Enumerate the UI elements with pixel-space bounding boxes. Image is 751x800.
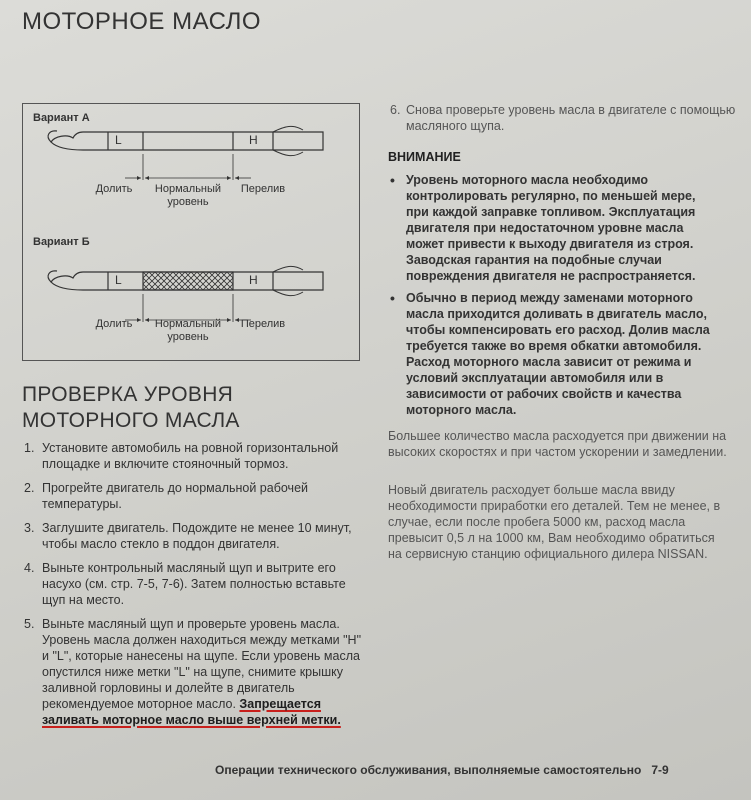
step-number: 1.	[24, 441, 35, 455]
variant-b-add-label: Долить	[95, 318, 133, 330]
paragraph: Новый двигатель расходует больше масла ввиду необходимости приработки его деталей. Тем не менее, в случае, если после пробега 5000 км, расход масла превысит 0,5 л на 1000 км, Вам необходимо обратиться на сервисную станцию официального дилера NISSAN.	[388, 483, 721, 561]
dipstick-diagram	[22, 103, 360, 361]
warning-bullets	[388, 172, 718, 424]
step-number: 5.	[24, 617, 35, 631]
step-item	[22, 480, 362, 512]
step-item	[22, 560, 362, 608]
step-6	[388, 102, 746, 134]
dipstick-a	[48, 126, 323, 180]
step-number: 6.	[390, 103, 401, 117]
page-number: 7-9	[651, 763, 669, 777]
page-header: МОТОРНОЕ МАСЛО	[22, 8, 262, 35]
variant-b-low-mark: L	[115, 273, 122, 287]
variant-b-title: Вариант Б	[33, 236, 90, 248]
variant-b-normal-label: Нормальный уровень	[154, 318, 222, 343]
step-text: Установите автомобиль на ровной горизонтальной площадке и включите стояночный тормоз.	[42, 441, 339, 471]
step-item	[22, 520, 362, 552]
step-number: 2.	[24, 481, 35, 495]
warning-bullet: • Обычно в период между заменами моторного масла приходится доливать в двигатель масло, чтобы компенсировать его расход. Долив масла требуется также во время обкатки автомобиля. Расход моторного масла зависит от режима и условий эксплуатации автомобиля или в зависимости от рабочих свойств и качества моторного масла.	[388, 290, 718, 418]
step-number: 3.	[24, 521, 35, 535]
variant-a-overflow-label: Перелив	[240, 183, 286, 195]
step-text: Выньте контрольный масляный щуп и вытрите его насухо (см. стр. 7-5, 7-6). Затем полностью вставьте щуп на место.	[42, 561, 346, 607]
step-text: Прогрейте двигатель до нормальной рабочей температуры.	[42, 481, 308, 511]
step-item	[22, 440, 362, 472]
variant-a-add-label: Долить	[95, 183, 133, 195]
variant-a-title: Вариант А	[33, 112, 90, 124]
warning-text: Запрещается заливать моторное масло выше верхней метки.	[42, 697, 341, 727]
paragraph: Большее количество масла расходуется при движении на высоких скоростях и при частом ускорении и замедлении.	[388, 429, 727, 459]
variant-a-low-mark: L	[115, 133, 122, 147]
variant-b-high-mark: H	[249, 273, 258, 287]
step-item	[22, 616, 362, 728]
variant-a-normal-label: Нормальный уровень	[154, 183, 222, 208]
variant-a-high-mark: H	[249, 133, 258, 147]
step-text: Заглушите двигатель. Подождите не менее 10 минут, чтобы масло стекло в поддон двигателя.	[42, 521, 352, 551]
warning-bullet: • Уровень моторного масла необходимо контролировать регулярно, по меньшей мере, при каждой заправке топливом. Эксплуатация двигателя при недостаточном уровне масла может привести к выходу двигателя из строя. Заводская гарантия на подобные случаи повреждения двигателя не распространяется.	[388, 172, 718, 284]
step-text: Выньте масляный щуп и проверьте уровень масла. Уровень масла должен находиться между метками "H" и "L", которые нанесены на щупе. Если уровень масла опустился ниже метки "L" на щупе, снимите крышку заливной горловины и долейте в двигатель рекомендуемое моторное масло.	[42, 617, 362, 711]
variant-b-overflow-label: Перелив	[240, 318, 286, 330]
footer-text: Операции технического обслуживания, выполняемые самостоятельно	[215, 763, 642, 777]
warning-heading: ВНИМАНИЕ	[388, 150, 461, 164]
steps-list	[22, 440, 362, 736]
step-text: Снова проверьте уровень масла в двигателе с помощью масляного щупа.	[406, 103, 736, 133]
dipstick-b	[48, 266, 323, 322]
section-title: ПРОВЕРКА УРОВНЯ МОТОРНОГО МАСЛА	[22, 383, 240, 432]
page-footer	[215, 763, 669, 777]
step-number: 4.	[24, 561, 35, 575]
